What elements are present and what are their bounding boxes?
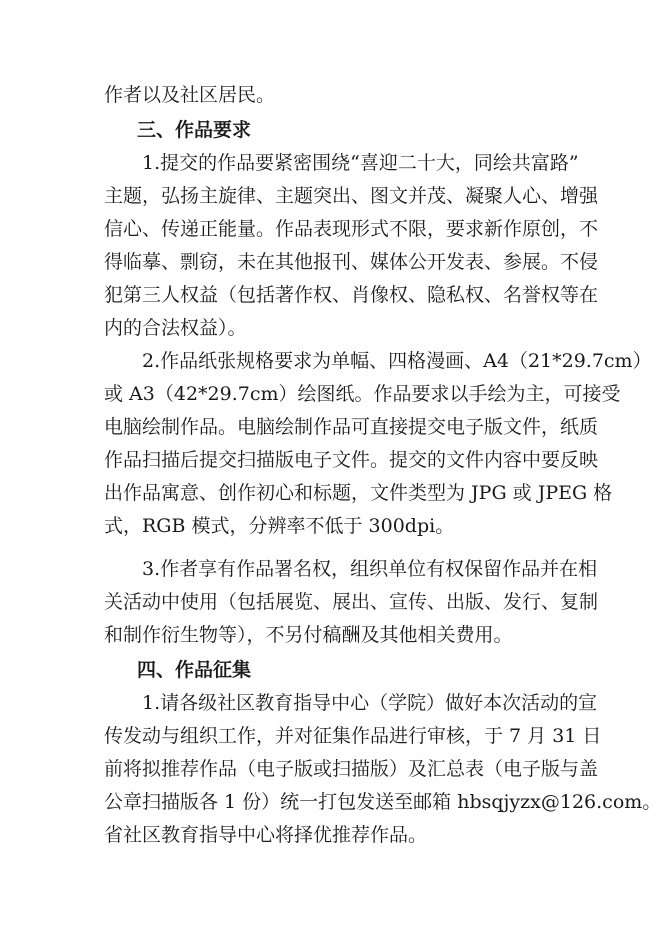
paragraph-line: 主题，弘扬主旋律、主题突出、图文并茂、凝聚人心、增强 bbox=[104, 185, 599, 207]
paragraph-line: 出作品寓意、创作初心和标题，文件类型为 JPG 或 JPEG 格 bbox=[104, 482, 613, 504]
paragraph-line: 信心、传递正能量。作品表现形式不限，要求新作原创，不 bbox=[104, 218, 599, 240]
paragraph-line: 内的合法权益）。 bbox=[104, 317, 247, 339]
section-heading-collection: 四、作品征集 bbox=[137, 659, 252, 681]
paragraph-line: 前将拟推荐作品（电子版或扫描版）及汇总表（电子版与盖 bbox=[104, 758, 599, 780]
paragraph-line: 电脑绘制作品。电脑绘制作品可直接提交电子版文件，纸质 bbox=[104, 416, 599, 438]
paragraph-line: 2.作品纸张规格要求为单幅、四格漫画、A4（21*29.7cm） bbox=[142, 350, 652, 372]
paragraph-line: 省社区教育指导中心将择优推荐作品。 bbox=[104, 824, 428, 846]
section-heading-requirements: 三、作品要求 bbox=[137, 119, 252, 141]
paragraph-line: 1.提交的作品要紧密围绕“喜迎二十大，同绘共富路” bbox=[142, 152, 579, 174]
paragraph-line: 公章扫描版各 1 份）统一打包发送至邮箱 hbsqjyzx@126.com。 bbox=[104, 791, 662, 813]
paragraph-line: 3.作者享有作品署名权，组织单位有权保留作品并在相 bbox=[142, 558, 598, 580]
paragraph-line: 1.请各级社区教育指导中心（学院）做好本次活动的宣 bbox=[142, 692, 598, 714]
paragraph-line: 作者以及社区居民。 bbox=[104, 84, 276, 106]
paragraph-line: 式，RGB 模式，分辨率不低于 300dpi。 bbox=[104, 515, 455, 537]
paragraph-line: 或 A3（42*29.7cm）绘图纸。作品要求以手绘为主，可接受 bbox=[104, 383, 621, 405]
paragraph-line: 犯第三人权益（包括著作权、肖像权、隐私权、名誉权等在 bbox=[104, 284, 599, 306]
paragraph-line: 关活动中使用（包括展览、展出、宣传、出版、发行、复制 bbox=[104, 591, 599, 613]
paragraph-line: 作品扫描后提交扫描版电子文件。提交的文件内容中要反映 bbox=[104, 449, 599, 471]
paragraph-line: 得临摹、剽窃，未在其他报刊、媒体公开发表、参展。不侵 bbox=[104, 251, 599, 273]
paragraph-line: 和制作衍生物等），不另付稿酬及其他相关费用。 bbox=[104, 624, 513, 646]
paragraph-line: 传发动与组织工作，并对征集作品进行审核，于 7 月 31 日 bbox=[104, 725, 602, 747]
